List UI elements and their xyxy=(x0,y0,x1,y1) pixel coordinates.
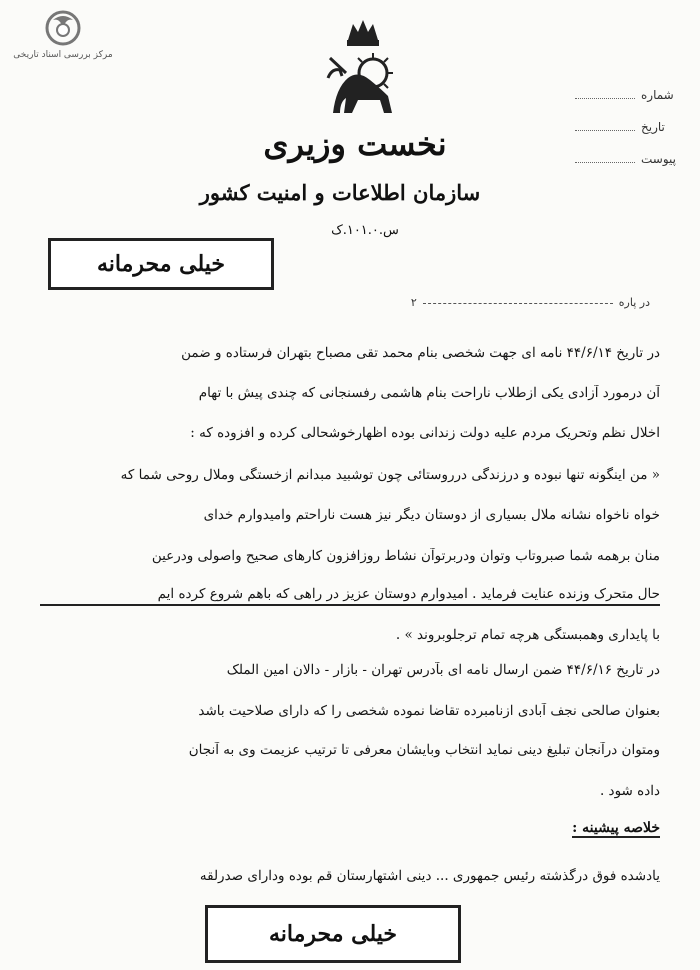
classification-stamp-bottom: خیلی محرمانه xyxy=(205,905,461,963)
body-line: بعنوان صالحی نجف آبادی ازنامبرده تقاضا نموده شخصی را که دارای صلاحیت باشد xyxy=(198,703,660,719)
body-line: ومتوان درآنجان تبلیغ دینی نماید انتخاب وبایشان معرفی تا ترتیب عزیمت وی به آنجان xyxy=(188,742,660,758)
summary-heading xyxy=(500,820,660,836)
body-line-underlined: حال متحرک وزنده عنایت فرماید . امیدوارم دوستان عزیز در راهی که باهم شروع کرده ایم xyxy=(40,586,660,606)
page-number-value: ۲ xyxy=(410,296,417,309)
body-line: با پایداری وهمبستگی هرچه تمام ترجلوبروند » . xyxy=(395,627,660,643)
date-label: تاریخ xyxy=(641,120,665,134)
lion-and-sun-emblem-icon xyxy=(318,18,408,128)
body-line: در تاریخ ۴۴/۶/۱۴ نامه ای جهت شخصی بنام محمد تقی مصباح بتهران فرستاده و ضمن xyxy=(181,345,660,361)
classification-stamp-top: خیلی محرمانه xyxy=(48,238,274,290)
body-line: داده شود . xyxy=(599,783,660,799)
summary-heading-text: خلاصه پیشینه : xyxy=(572,820,660,836)
date-field xyxy=(575,120,665,134)
page-number-label: در پاره xyxy=(618,296,650,309)
attachment-label: پیوست xyxy=(641,152,676,166)
archive-watermark xyxy=(8,8,118,58)
attachment-field xyxy=(575,152,676,166)
page-number xyxy=(330,296,650,309)
body-line: « من اینگونه تنها نبوده و درزندگی درروستائی چون توشبید مبدانم ازخستگی وملال روحی شما که xyxy=(120,467,660,483)
number-field xyxy=(575,88,674,102)
body-line: آن درمورد آزادی یکی ازطلاب ناراحت بنام هاشمی رفسنجانی که چندی پیش با تهام xyxy=(198,385,660,401)
office-title: نخست وزیری xyxy=(263,125,447,163)
number-label: شماره xyxy=(641,88,674,102)
reference-code: س.۱۰۱.۰.ک xyxy=(331,223,399,238)
body-line: منان برهمه شما صبروتاب وتوان ودربرتوآن نشاط روزافزون کارهای صحیح واصولی ودرعین xyxy=(151,548,660,564)
body-line: در تاریخ ۴۴/۶/۱۶ ضمن ارسال نامه ای بآدرس تهران - بازار - دالان امین الملک xyxy=(226,662,660,678)
body-line: خواه ناخواه نشانه ملال بسیاری از دوستان دیگر نیز هست ناراحتم وامیدوارم خدای xyxy=(203,507,660,523)
agency-title: سازمان اطلاعات و امنیت کشور xyxy=(199,180,481,205)
watermark-text: مرکز بررسی اسناد تاریخی xyxy=(13,50,113,60)
archive-logo-icon xyxy=(8,8,118,52)
summary-text: یادشده فوق درگذشته رئیس جمهوری ... دینی اشتهارستان قم بوده ودارای صدرلقه xyxy=(199,868,660,884)
body-line: اخلال نظم وتحریک مردم علیه دولت زندانی بوده اظهارخوشحالی کرده و افزوده که : xyxy=(190,425,660,441)
